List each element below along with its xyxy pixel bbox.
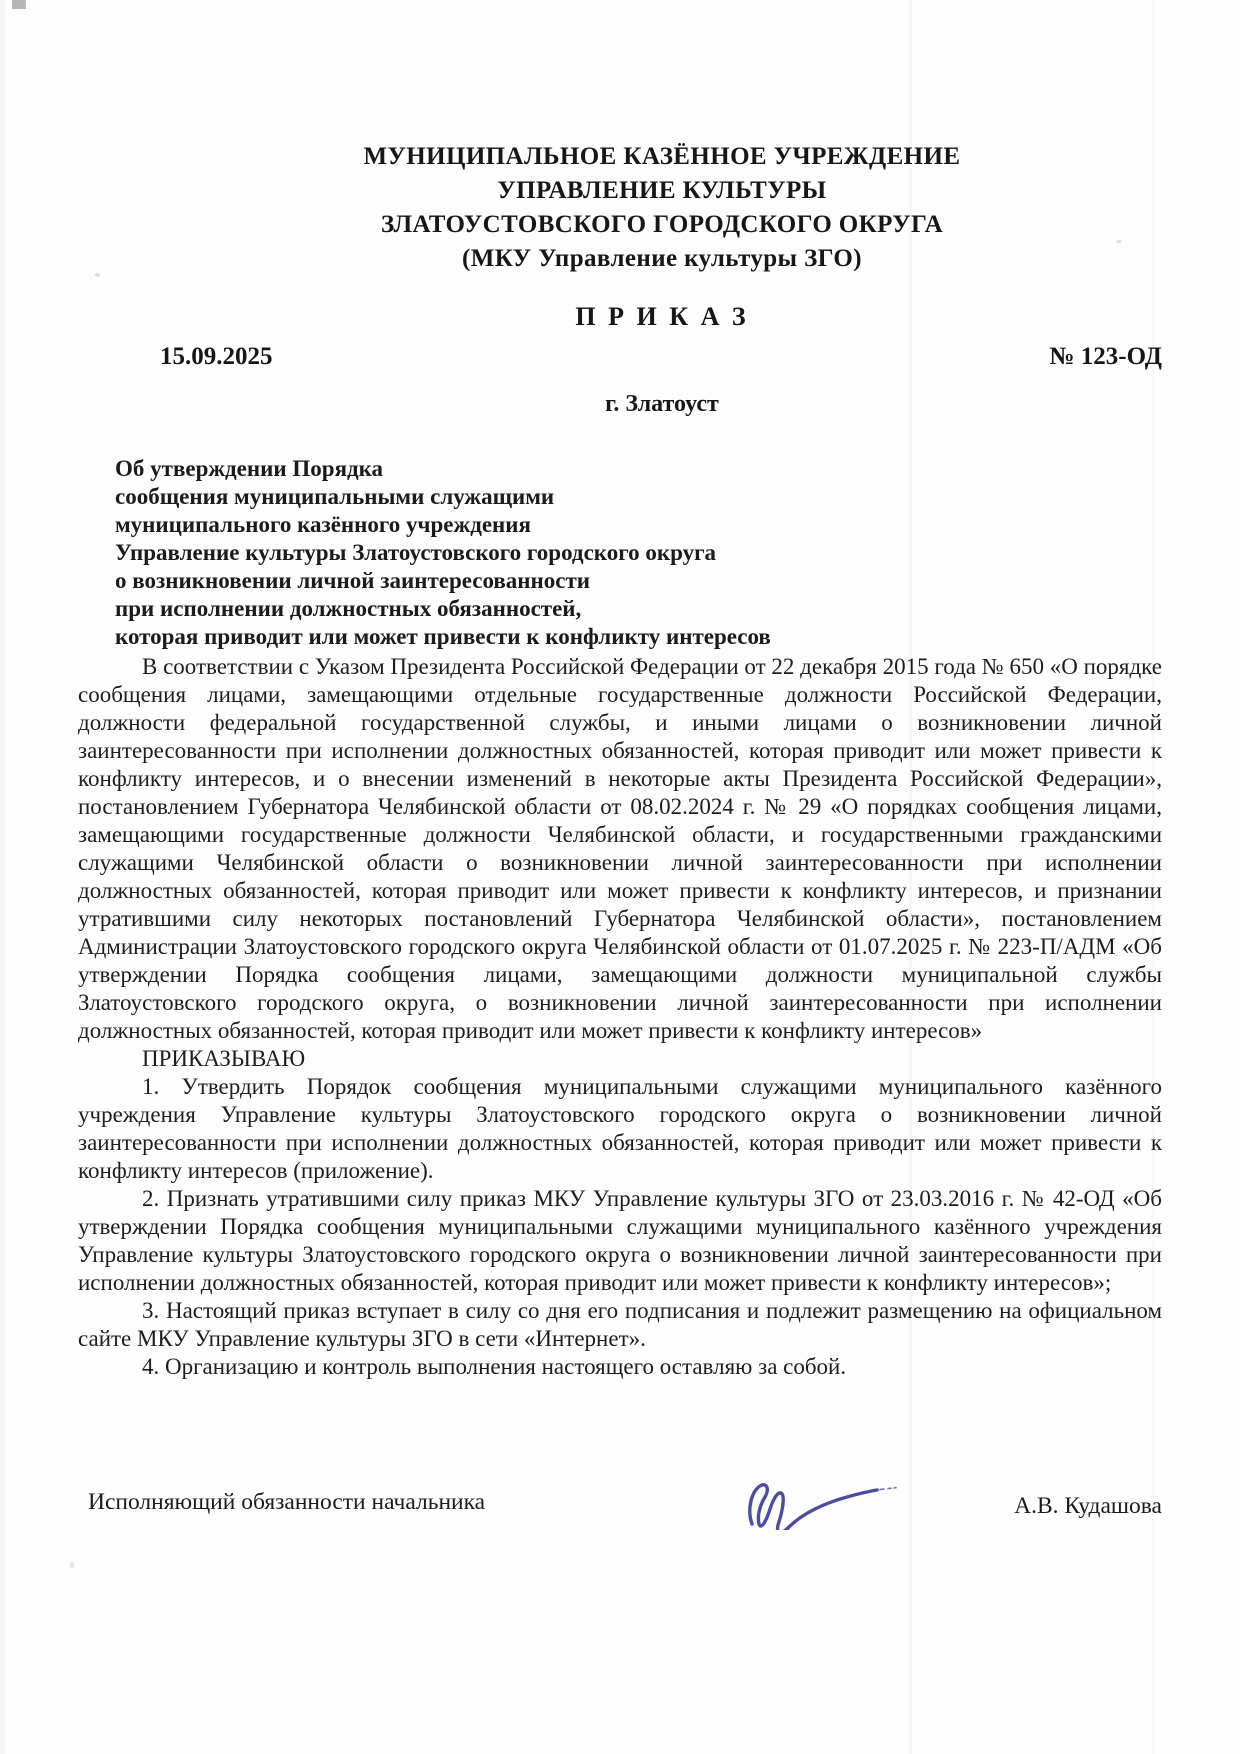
- signature-stroke: [750, 1485, 877, 1530]
- org-name-line-2: УПРАВЛЕНИЕ КУЛЬТУРЫ: [497, 177, 827, 204]
- signer-name: А.В. Кудашова: [1014, 1493, 1162, 1519]
- order-item-4: 4. Организацию и контроль выполнения настоящего оставляю за собой.: [142, 1354, 847, 1379]
- subject-line-3: муниципального казённого учреждения: [115, 512, 531, 537]
- order-date: 15.09.2025: [160, 343, 273, 370]
- subject-line-7: которая приводит или может привести к конфликту интересов: [115, 624, 771, 649]
- order-item-3: 3. Настоящий приказ вступает в силу со дня его подписания и подлежит размещению на официальном сайте МКУ Управление культуры ЗГО в сети «Интернет».: [78, 1298, 1162, 1351]
- place-line: г. Златоуст: [605, 391, 719, 417]
- org-name-line-4: (МКУ Управление культуры ЗГО): [462, 245, 862, 272]
- org-name-block: [162, 0, 1162, 276]
- subject-line-2: сообщения муниципальными служащими: [115, 484, 555, 509]
- scan-edge-shade: [0, 0, 5, 1754]
- subject-line-6: при исполнении должностных обязанностей,: [115, 596, 582, 621]
- doc-type-title: П Р И К А З: [575, 302, 749, 331]
- order-number: № 123-ОД: [1049, 343, 1162, 370]
- order-item-1: 1. Утвердить Порядок сообщения муниципальными служащими муниципального казённого учреждения Управление культуры Златоустовского городского округа о возникновении личной заинтересованности при исполнении должностных обязанностей, которая приводит или может привести к конфликту интересов (приложение).: [78, 1074, 1162, 1183]
- signer-position: Исполняющий обязанности начальника: [88, 1489, 486, 1515]
- scan-speck: [70, 1562, 74, 1569]
- subject-line-5: о возникновении личной заинтересованности: [115, 568, 591, 593]
- subject-block: [115, 455, 1162, 651]
- order-item-2: 2. Признать утратившими силу приказ МКУ Управление культуры ЗГО от 23.03.2016 г. № 42-ОД «Об утверждении Порядка сообщения муниципальными служащими муниципального казённого учреждения Управление культуры Златоустовского городского округа о возникновении личной заинтересованности при исполнении должностных обязанностей, которая приводит или может привести к конфликту интересов»;: [78, 1186, 1162, 1295]
- handwritten-signature-icon: [730, 1478, 900, 1530]
- org-name-line-1: МУНИЦИПАЛЬНОЕ КАЗЁННОЕ УЧРЕЖДЕНИЕ: [363, 143, 961, 170]
- document-content: [78, 0, 1162, 1381]
- resolution-word: ПРИКАЗЫВАЮ: [142, 1046, 306, 1071]
- order-body: [78, 653, 1162, 1381]
- org-name-line-3: ЗЛАТОУСТОВСКОГО ГОРОДСКОГО ОКРУГА: [380, 211, 944, 238]
- preamble-paragraph: В соответствии с Указом Президента Российской Федерации от 22 декабря 2015 года № 650 «О порядке сообщения лицами, замещающими отдельные государственные должности Российской Федерации, должности федеральной государственной службы, и иными лицами о возникновении личной заинтересованности при исполнении должностных обязанностей, которая приводит или может привести к конфликту интересов, и о внесении изменений в некоторые акты Президента Российской Федерации», постановлением Губернатора Челябинской области от 08.02.2024 г. № 29 «О порядках сообщения лицами, замещающими государственные должности Челябинской области, и государственными гражданскими служащими Челябинской области о возникновении личной заинтересованности при исполнении должностных обязанностей, которая приводит или может привести к конфликту интересов, и признании утратившими силу некоторых постановлений Губернатора Челябинской области», постановлением Администрации Златоустовского городского округа Челябинской области от 01.07.2025 г. № 223-П/АДМ «Об утверждении Порядка сообщения лицами, замещающими должности муниципальной службы Златоустовского городского округа, о возникновении личной заинтересованности при исполнении должностных обязанностей, которая приводит или может привести к конфликту интересов»: [78, 654, 1162, 1043]
- date-number-row: [78, 342, 1162, 372]
- subject-line-1: Об утверждении Порядка: [115, 456, 384, 481]
- scan-corner-mark: [12, 0, 26, 9]
- signature-stroke-tail: [880, 1488, 896, 1490]
- subject-line-4: Управление культуры Златоустовского городского округа: [115, 540, 717, 565]
